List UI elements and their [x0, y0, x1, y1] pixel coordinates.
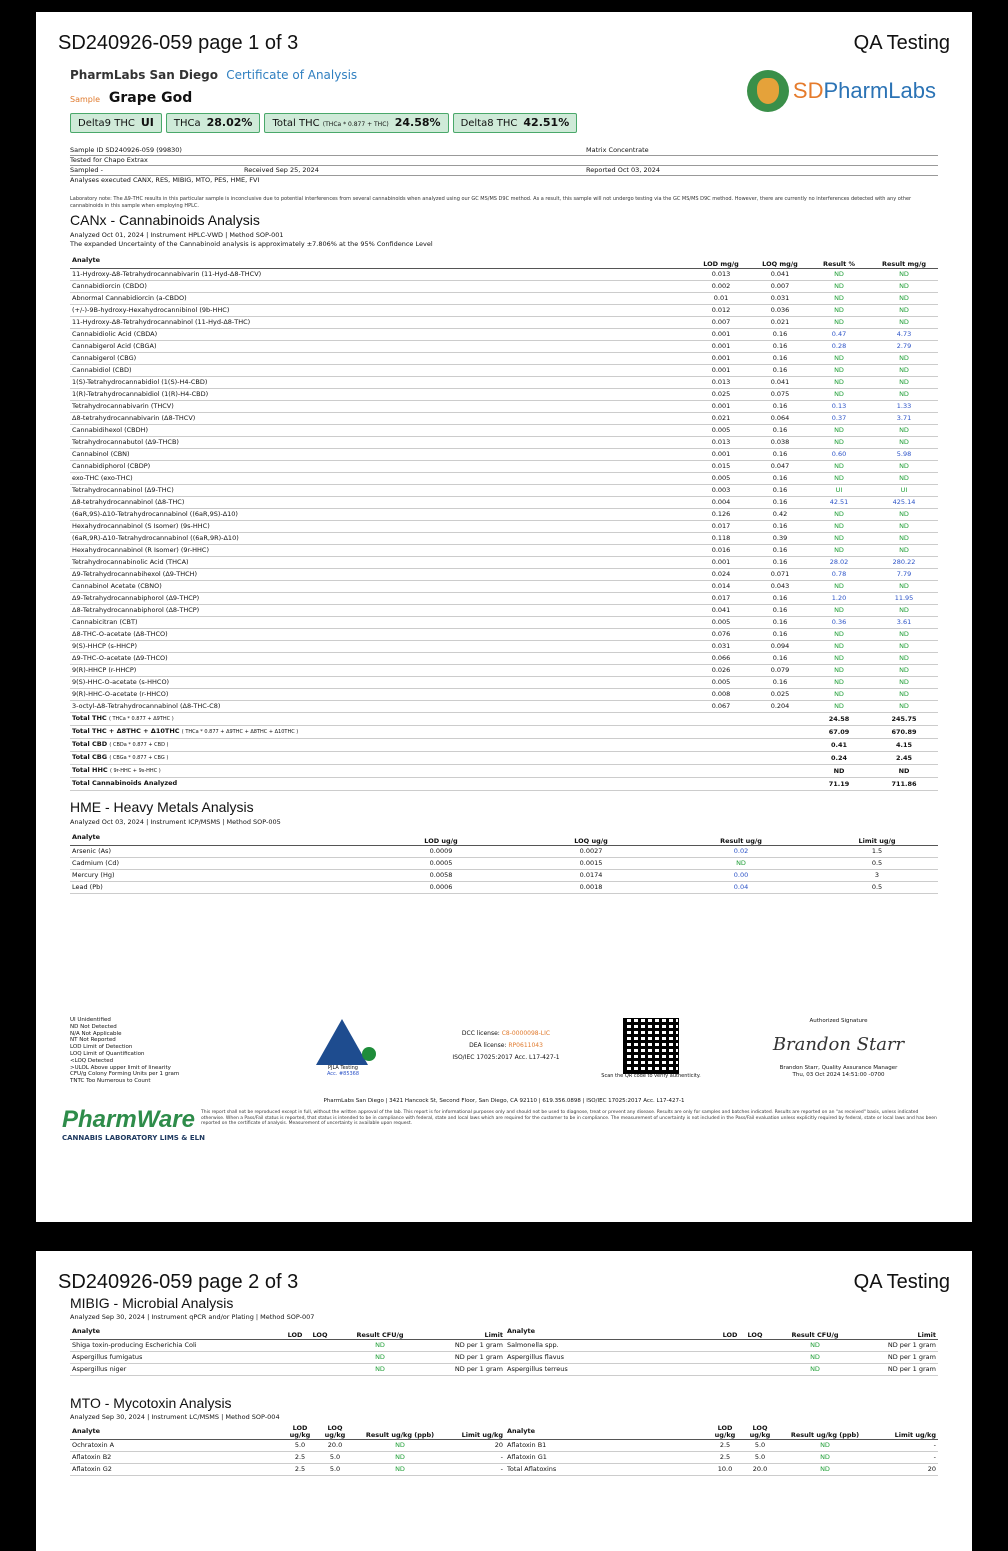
hme-heading: HME - Heavy Metals Analysis: [70, 799, 254, 815]
table-row: Aspergillus niger ND ND per 1 gram Aspergillus terreus ND ND per 1 gram: [70, 1364, 938, 1376]
table-row: Hexahydrocannabinol (S Isomer) (9s-HHC) 0.017 0.16 ND ND: [70, 521, 938, 533]
abbreviation-legend: [70, 1017, 179, 1085]
table-row: Tetrahydrocannabutol (Δ9-THCB) 0.013 0.038 ND ND: [70, 437, 938, 449]
sample-name: Grape God: [108, 90, 193, 106]
lab-address: PharmLabs San Diego | 3421 Hancock St, Second Floor, San Diego, CA 92110 | 619.356.0898 | ISO/IEC 17025:2017 Acc. L17-427-1: [323, 1098, 685, 1104]
sdpharmlabs-logo: SDPharmLabs: [747, 70, 936, 112]
sample-label: Sample: [70, 95, 100, 104]
pjla-logo-icon: [316, 1019, 368, 1065]
mibig-heading: MIBIG - Microbial Analysis: [70, 1295, 234, 1311]
pill-thca: THCa 28.02%: [166, 113, 261, 133]
table-row: Shiga toxin-producing Escherichia Coli ND ND per 1 gram Salmonella spp. ND ND per 1 gram: [70, 1340, 938, 1352]
total-row: Total Cannabinoids Analyzed 71.19 711.86: [70, 778, 938, 791]
total-row: Total CBD ( CBDa * 0.877 + CBD ) 0.41 4.15: [70, 739, 938, 752]
coa-label: Certificate of Analysis: [226, 68, 358, 82]
pill-delta8: Delta8 THC 42.51%: [453, 113, 578, 133]
qa-testing-label: QA Testing: [853, 1271, 950, 1293]
mto-heading: MTO - Mycotoxin Analysis: [70, 1395, 232, 1411]
sample-name-row: [70, 90, 192, 106]
legend-item: ND Not Detected: [70, 1023, 117, 1030]
table-row: Aflatoxin G2 2.5 5.0 ND - Total Aflatoxins 10.0 20.0 ND 20: [70, 1464, 938, 1476]
cannabinoids-table: Analyte LOD mg/g LOQ mg/g Result % Result mg/g 11-Hydroxy-Δ8-Tetrahydrocannabivarin (11-Hyd-Δ8-THCV) 0.013 0.041 ND ND Cannabidiorcin (CBDO) 0.002 0.007 ND ND Abnormal Cannabidiorcin (a-CBDO) 0.01 0.031 ND ND (+/-)-9B-hydroxy-Hexahydrocannibinol (9b-HHC) 0.012 0.036 ND ND 11-Hydroxy-Δ8-Tetrahydrocannabinol (11-Hyd-Δ8-THC) 0.007 0.021 ND ND Cannabidiolic Acid (CBDA) 0.001 0.16 0.47 4.73 Cannabigerol Acid (CBGA) 0.001 0.16 0.28 2.79 Cannabigerol (CBG) 0.001 0.16 ND ND Cannabidiol (CBD) 0.001 0.16 ND ND 1(S)-Tetrahydrocannabidiol (1(S)-H4-CBD) 0.013 0.041 ND ND 1(R)-Tetrahydrocannabidiol (1(R)-H4-CBD) 0.025 0.075 ND ND Tetrahydrocannabivarin (THCV) 0.001 0.16 0.13 1.33 Δ8-tetrahydrocannabivarin (Δ8-THCV) 0.021 0.064 0.37 3.71 Cannabidihexol (CBDH) 0.005 0.16 ND ND Tetrahydrocannabutol (Δ9-THCB) 0.013 0.038 ND ND Cannabinol (CBN) 0.001 0.16 0.60 5.98 Cannabidiphorol (CBDP) 0.015 0.047 ND ND exo-THC (exo-THC) 0.005 0.16 ND ND Tetrahydrocannabinol (Δ9-THC) 0.003 0.16 UI UI Δ8-tetrahydrocannabinol (Δ8-THC) 0.004 0.16 42.51 425.14 (6aR,9S)-Δ10-Tetrahydrocannabinol ((6aR,9S)-Δ10) 0.126 0.42 ND ND Hexahydrocannabinol (S Isomer) (9s-HHC) 0.017 0.16 ND ND (6aR,9R)-Δ10-Tetrahydrocannabinol ((6aR,9R)-Δ10) 0.118 0.39 ND ND Hexahydrocannabinol (R Isomer) (9r-HHC) 0.016 0.16 ND ND Tetrahydrocannabinolic Acid (THCA) 0.001 0.16 28.02 280.22 Δ9-Tetrahydrocannabihexol (Δ9-THCH) 0.024 0.071 0.78 7.79 Cannabinol Acetate (CBNO) 0.014 0.043 ND ND Δ9-Tetrahydrocannabiphorol (Δ9-THCP) 0.017 0.16 1.20 11.95 Δ8-Tetrahydrocannabiphorol (Δ8-THCP) 0.041 0.16 ND ND Cannabicitran (CBT) 0.005 0.16 0.36 3.61 Δ8-THC-O-acetate (Δ8-THCO) 0.076 0.16 ND ND 9(S)-HHCP (s-HHCP) 0.031 0.094 ND ND Δ9-THC-O-acetate (Δ9-THCO) 0.066 0.16 ND ND 9(R)-HHCP (r-HHCP) 0.026 0.079 ND ND 9(S)-HHC-O-acetate (s-HHCO) 0.005 0.16 ND ND 9(R)-HHC-O-acetate (r-HHCO) 0.008 0.025 ND ND 3-octyl-Δ8-Tetrahydrocannabinol (Δ8-THC-C8) 0.067 0.204 ND ND Total THC ( THCa * 0.877 + Δ9THC ) 24.58 245.75 Total THC + Δ8THC + Δ10THC ( THCa * 0.877 + Δ9THC + Δ8THC + Δ10THC ) 67.09 670.89 Total CBD ( CBDa * 0.877 + CBD ) 0.41 4.15 Total CBG ( CBGa * 0.877 + CBG ) 0.24 2.45 Total HHC ( 9r-HHC + 9s-HHC ) ND ND Total Cannabinoids Analyzed 71.19 711.86: [70, 252, 938, 791]
sample-metadata: Sample ID SD240926-059 (99830) Matrix Concentrate Tested for Chapo Extrax Sampled - Received Sep 25, 2024 Reported Oct 03, 2024 Analyses executed CANX, RES, MIBIG, MTO, PES, HME, FVI: [70, 146, 938, 185]
table-row: 9(R)-HHC-O-acetate (r-HHCO) 0.008 0.025 ND ND: [70, 689, 938, 701]
legend-item: <LOQ Detected: [70, 1057, 114, 1064]
table-row: Cannabigerol Acid (CBGA) 0.001 0.16 0.28 2.79: [70, 341, 938, 353]
page-title: SD240926-059 page 2 of 3: [58, 1271, 299, 1293]
qa-testing-label: QA Testing: [853, 32, 950, 54]
table-row: Ochratoxin A 5.0 20.0 ND 20 Aflatoxin B1 2.5 5.0 ND -: [70, 1440, 938, 1452]
total-row: Total CBG ( CBGa * 0.877 + CBG ) 0.24 2.45: [70, 752, 938, 765]
table-row: 9(S)-HHCP (s-HHCP) 0.031 0.094 ND ND: [70, 641, 938, 653]
table-row: Δ8-tetrahydrocannabinol (Δ8-THC) 0.004 0.16 42.51 425.14: [70, 497, 938, 509]
disclaimer: This report shall not be reproduced except in full, without the written approval of the lab. This report is for informational purposes only and should not be used to diagnose, treat or prevent any disease. Results are only for samples and batches indicated. Results are reported on an "as received" basis, unless indicated otherwise. When a Pass/Fail status is reported, that status is intended to be in compliance with federal, state and local laws which are required for the customer to be in compliance. The measurement of uncertainty is not included in the Pass/Fail evaluation unless explicitly required by federal, state or local laws and has been reported on the certificate of analysis. Measurement of uncertainty is available upon request.: [201, 1110, 937, 1126]
legend-item: N/A Not Applicable: [70, 1030, 122, 1037]
table-row: Δ8-THC-O-acetate (Δ8-THCO) 0.076 0.16 ND ND: [70, 629, 938, 641]
mto-subheading: Analyzed Sep 30, 2024 | Instrument LC/MSMS | Method SOP-004: [70, 1413, 280, 1421]
legend-item: LOD Limit of Detection: [70, 1044, 133, 1051]
california-logo-icon: [747, 70, 789, 112]
table-row: Mercury (Hg) 0.0058 0.0174 0.00 3: [70, 870, 938, 882]
authorized-signature: Authorized Signature Brandon Starr Brandon Starr, Quality Assurance Manager Thu, 03 Oct 2024 14:51:00 -0700: [751, 1018, 926, 1079]
total-row: Total HHC ( 9r-HHC + 9s-HHC ) ND ND: [70, 765, 938, 778]
table-row: Cadmium (Cd) 0.0005 0.0015 ND 0.5: [70, 858, 938, 870]
table-row: Cannabicitran (CBT) 0.005 0.16 0.36 3.61: [70, 617, 938, 629]
microbial-table: Analyte LOD LOQ Result CFU/g Limit Analyte LOD LOQ Result CFU/g Limit Shiga toxin-producing Escherichia Coli ND ND per 1 gram Salmonella spp. ND ND per 1 gram Aspergillus fumigatus ND ND per 1 gram Aspergillus flavus ND ND per 1 gram Aspergillus niger ND ND per 1 gram Aspergillus terreus ND ND per 1 gram: [70, 1323, 938, 1376]
heavy-metals-table: Analyte LOD ug/g LOQ ug/g Result ug/g Limit ug/g Arsenic (As) 0.0009 0.0027 0.02 1.5 Cadmium (Cd) 0.0005 0.0015 ND 0.5 Mercury (Hg) 0.0058 0.0174 0.00 3 Lead (Pb) 0.0006 0.0018 0.04 0.5: [70, 829, 938, 894]
lab-note: Laboratory note: The Δ9-THC results in this particular sample is inconclusive due to potential interferences from several cannabinoids when analyzed using our GC MS/MS D9C method. As a result, this sample will not undergo testing via the GC MS/MS D9C method. However, there are currently no interferences detected with any other cannabinoids in this sample when employing HPLC.: [70, 196, 912, 209]
mibig-subheading: Analyzed Sep 30, 2024 | Instrument qPCR and/or Plating | Method SOP-007: [70, 1313, 315, 1321]
legend-item: LOQ Limit of Quantification: [70, 1050, 145, 1057]
table-row: Aflatoxin B2 2.5 5.0 ND - Aflatoxin G1 2.5 5.0 ND -: [70, 1452, 938, 1464]
table-row: Cannabidihexol (CBDH) 0.005 0.16 ND ND: [70, 425, 938, 437]
canx-heading: CANx - Cannabinoids Analysis: [70, 212, 260, 228]
table-row: Abnormal Cannabidiorcin (a-CBDO) 0.01 0.031 ND ND: [70, 293, 938, 305]
canx-uncertainty: The expanded Uncertainty of the Cannabinoid analysis is approximately ±7.806% at the 95% Confidence Level: [70, 240, 433, 248]
table-row: Δ8-tetrahydrocannabivarin (Δ8-THCV) 0.021 0.064 0.37 3.71: [70, 413, 938, 425]
table-row: 1(R)-Tetrahydrocannabidiol (1(R)-H4-CBD) 0.025 0.075 ND ND: [70, 389, 938, 401]
table-row: Hexahydrocannabinol (R Isomer) (9r-HHC) 0.016 0.16 ND ND: [70, 545, 938, 557]
lab-header: [70, 68, 357, 82]
page-title: SD240926-059 page 1 of 3: [58, 32, 299, 54]
table-row: Cannabigerol (CBG) 0.001 0.16 ND ND: [70, 353, 938, 365]
table-row: Tetrahydrocannabinol (Δ9-THC) 0.003 0.16 UI UI: [70, 485, 938, 497]
legend-item: NT Not Reported: [70, 1037, 116, 1044]
table-row: Cannabidiorcin (CBDO) 0.002 0.007 ND ND: [70, 281, 938, 293]
table-row: Δ9-THC-O-acetate (Δ9-THCO) 0.066 0.16 ND ND: [70, 653, 938, 665]
coa-page-2: [36, 1251, 972, 1551]
table-row: (6aR,9R)-Δ10-Tetrahydrocannabinol ((6aR,9R)-Δ10) 0.118 0.39 ND ND: [70, 533, 938, 545]
potency-pills: [70, 113, 577, 133]
total-row: Total THC + Δ8THC + Δ10THC ( THCa * 0.877 + Δ9THC + Δ8THC + Δ10THC ) 67.09 670.89: [70, 726, 938, 739]
licenses: DCC license: C8-0000098-LIC DEA license: RP0611043 ISO/IEC 17025:2017 Acc. L17-427-1: [452, 1030, 560, 1061]
table-row: Lead (Pb) 0.0006 0.0018 0.04 0.5: [70, 882, 938, 894]
table-row: Cannabinol Acetate (CBNO) 0.014 0.043 ND ND: [70, 581, 938, 593]
table-row: Δ9-Tetrahydrocannabihexol (Δ9-THCH) 0.024 0.071 0.78 7.79: [70, 569, 938, 581]
lab-name: PharmLabs San Diego: [70, 68, 219, 82]
legend-item: TNTC Too Numerous to Count: [70, 1078, 151, 1085]
table-row: Tetrahydrocannabinolic Acid (THCA) 0.001 0.16 28.02 280.22: [70, 557, 938, 569]
hme-subheading: Analyzed Oct 03, 2024 | Instrument ICP/MSMS | Method SOP-005: [70, 818, 281, 826]
table-row: 3-octyl-Δ8-Tetrahydrocannabinol (Δ8-THC-C8) 0.067 0.204 ND ND: [70, 701, 938, 713]
pjla-badge: PJLA Testing Acc. #85368: [316, 1019, 370, 1077]
coa-page-1: [36, 12, 972, 1222]
qr-caption: Scan the QR code to verify authenticity.: [601, 1073, 701, 1079]
table-row: Cannabinol (CBN) 0.001 0.16 0.60 5.98: [70, 449, 938, 461]
legend-item: >ULOL Above upper limit of linearity: [70, 1064, 171, 1071]
table-row: 11-Hydroxy-Δ8-Tetrahydrocannabinol (11-Hyd-Δ8-THC) 0.007 0.021 ND ND: [70, 317, 938, 329]
table-row: Cannabidiolic Acid (CBDA) 0.001 0.16 0.47 4.73: [70, 329, 938, 341]
pill-delta9: Delta9 THC UI: [70, 113, 162, 133]
table-row: 11-Hydroxy-Δ8-Tetrahydrocannabivarin (11-Hyd-Δ8-THCV) 0.013 0.041 ND ND: [70, 269, 938, 281]
qr-code-icon[interactable]: [623, 1018, 679, 1074]
pharmware-logo: PharmWare CANNABIS LABORATORY LIMS & ELN: [62, 1106, 205, 1142]
table-row: Aspergillus fumigatus ND ND per 1 gram Aspergillus flavus ND ND per 1 gram: [70, 1352, 938, 1364]
total-row: Total THC ( THCa * 0.877 + Δ9THC ) 24.58 245.75: [70, 713, 938, 726]
table-row: Arsenic (As) 0.0009 0.0027 0.02 1.5: [70, 846, 938, 858]
table-row: Cannabidiphorol (CBDP) 0.015 0.047 ND ND: [70, 461, 938, 473]
table-row: 1(S)-Tetrahydrocannabidiol (1(S)-H4-CBD) 0.013 0.041 ND ND: [70, 377, 938, 389]
mycotoxin-table: Analyte LOD ug/kg LOQ ug/kg Result ug/kg (ppb) Limit ug/kg Analyte LOD ug/kg LOQ ug/kg Result ug/kg (ppb) Limit ug/kg Ochratoxin A 5.0 20.0 ND 20 Aflatoxin B1 2.5 5.0 ND - Aflatoxin B2 2.5 5.0 ND - Aflatoxin G1 2.5 5.0 ND - Aflatoxin G2 2.5 5.0 ND - Total Aflatoxins 10.0 20.0 ND 20: [70, 1423, 938, 1476]
canx-subheading: Analyzed Oct 01, 2024 | Instrument HPLC-VWD | Method SOP-001: [70, 231, 284, 239]
table-row: exo-THC (exo-THC) 0.005 0.16 ND ND: [70, 473, 938, 485]
table-row: 9(R)-HHCP (r-HHCP) 0.026 0.079 ND ND: [70, 665, 938, 677]
legend-item: UI Unidentified: [70, 1017, 111, 1023]
table-row: (+/-)-9B-hydroxy-Hexahydrocannibinol (9b-HHC) 0.012 0.036 ND ND: [70, 305, 938, 317]
legend-item: CFU/g Colony Forming Units per 1 gram: [70, 1071, 180, 1078]
signature-image: Brandon Starr: [772, 1034, 905, 1055]
table-row: 9(S)-HHC-O-acetate (s-HHCO) 0.005 0.16 ND ND: [70, 677, 938, 689]
table-row: Δ8-Tetrahydrocannabiphorol (Δ8-THCP) 0.041 0.16 ND ND: [70, 605, 938, 617]
table-row: Tetrahydrocannabivarin (THCV) 0.001 0.16 0.13 1.33: [70, 401, 938, 413]
table-row: Cannabidiol (CBD) 0.001 0.16 ND ND: [70, 365, 938, 377]
pill-total-thc: Total THC (THCa * 0.877 + THC) 24.58%: [264, 113, 448, 133]
table-row: Δ9-Tetrahydrocannabiphorol (Δ9-THCP) 0.017 0.16 1.20 11.95: [70, 593, 938, 605]
table-row: (6aR,9S)-Δ10-Tetrahydrocannabinol ((6aR,9S)-Δ10) 0.126 0.42 ND ND: [70, 509, 938, 521]
